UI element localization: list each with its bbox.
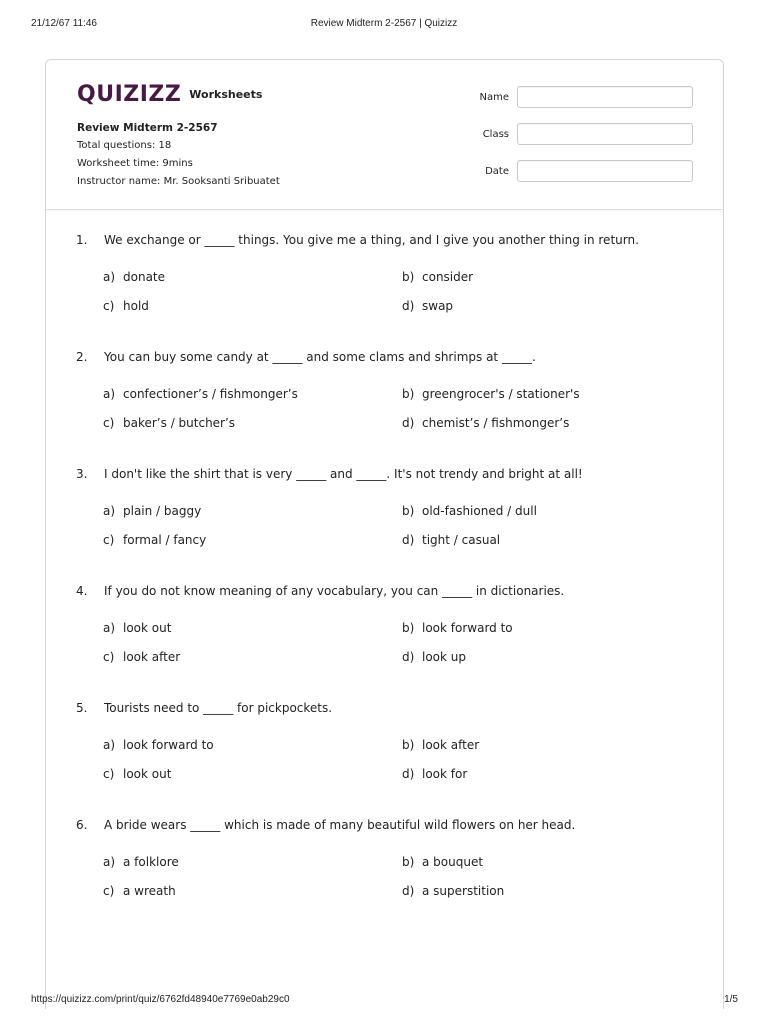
option-text: greengrocer's / stationer's [422,387,580,401]
option-letter: c) [103,299,115,313]
option-c [103,884,176,898]
option-letter: d) [402,884,415,898]
option-text: consider [422,270,474,284]
worksheet-title: Review Midterm 2-2567 [77,122,218,134]
date-label: Date [485,166,509,177]
option-b [402,855,483,869]
option-text: look after [123,650,181,664]
worksheet-header [46,60,723,210]
option-b [402,738,479,752]
option-letter: a) [103,621,116,635]
question-number: 6. [76,818,88,832]
option-text: chemist’s / fishmonger’s [422,416,570,430]
option-d [402,767,467,781]
option-letter: d) [402,416,415,430]
option-a [103,504,201,518]
worksheet-time: Worksheet time: 9mins [77,158,193,169]
option-a [103,387,298,401]
print-footer [0,994,768,1014]
option-text: look forward to [123,738,214,752]
option-text: plain / baggy [123,504,202,518]
student-fields [466,86,696,197]
option-letter: d) [402,767,415,781]
question-text: Tourists need to _____ for pickpockets. [104,701,333,715]
option-d [402,884,504,898]
option-c [103,533,206,547]
option-letter: a) [103,387,116,401]
name-field-row [466,86,696,123]
question-1 [46,230,723,347]
question-number: 4. [76,584,88,598]
option-d [402,650,466,664]
option-text: swap [422,299,454,313]
option-letter: c) [103,416,115,430]
option-text: hold [123,299,149,313]
option-text: a folklore [123,855,179,869]
option-letter: d) [402,533,415,547]
class-input[interactable] [517,123,693,145]
option-text: a bouquet [422,855,484,869]
instructor-name: Instructor name: Mr. Sooksanti Sribuatet [77,176,280,187]
option-letter: b) [402,270,415,284]
option-text: tight / casual [422,533,501,547]
page-number: 1/5 [724,994,738,1005]
class-field-row [466,123,696,160]
question-number: 5. [76,701,88,715]
question-3 [46,464,723,581]
option-text: look out [123,767,172,781]
quizizz-logo: QUIZIZZ [77,82,182,107]
option-c [103,299,149,313]
option-text: formal / fancy [123,533,207,547]
option-d [402,416,569,430]
question-text: We exchange or _____ things. You give me a thing, and I give you another thing in return. [104,233,639,247]
brand-subtitle: Worksheets [189,88,263,101]
option-c [103,416,235,430]
option-letter: b) [402,387,415,401]
print-date: 21/12/67 11:46 [31,18,97,29]
option-a [103,738,214,752]
question-number: 2. [76,350,88,364]
option-letter: c) [103,533,115,547]
worksheet-meta [77,119,280,191]
option-letter: b) [402,855,415,869]
option-d [402,533,500,547]
option-b [402,270,473,284]
option-c [103,650,180,664]
date-input[interactable] [517,160,693,182]
question-text: A bride wears _____ which is made of many beautiful wild flowers on her head. [104,818,576,832]
option-letter: b) [402,738,415,752]
option-a [103,621,171,635]
name-label: Name [479,92,509,103]
question-number: 3. [76,467,88,481]
date-field-row [466,160,696,197]
option-text: look up [422,650,467,664]
question-number: 1. [76,233,88,247]
class-label: Class [482,129,509,140]
question-list [46,230,723,932]
option-text: a superstition [422,884,505,898]
question-text: If you do not know meaning of any vocabulary, you can _____ in dictionaries. [104,584,565,598]
question-text: I don't like the shirt that is very _____ and _____. It's not trendy and bright at all! [104,467,583,481]
question-4 [46,581,723,698]
option-text: look out [123,621,172,635]
option-text: confectioner’s / fishmonger’s [123,387,298,401]
option-letter: a) [103,855,116,869]
option-b [402,621,513,635]
option-b [402,387,580,401]
option-letter: a) [103,270,116,284]
option-text: look for [422,767,468,781]
option-text: a wreath [123,884,176,898]
brand [77,82,262,108]
option-letter: c) [103,650,115,664]
option-a [103,855,179,869]
option-text: old-fashioned / dull [422,504,537,518]
option-text: baker’s / butcher’s [123,416,236,430]
option-letter: a) [103,504,116,518]
option-c [103,767,171,781]
option-letter: b) [402,504,415,518]
option-a [103,270,165,284]
worksheet-card [45,59,724,1009]
option-text: look forward to [422,621,513,635]
print-url: https://quizizz.com/print/quiz/6762fd48940e7769e0ab29c0 [31,994,290,1005]
option-b [402,504,537,518]
question-text: You can buy some candy at _____ and some clams and shrimps at _____. [104,350,536,364]
total-questions: Total questions: 18 [77,140,172,151]
option-d [402,299,453,313]
option-text: donate [123,270,166,284]
option-letter: c) [103,884,115,898]
option-letter: b) [402,621,415,635]
question-6 [46,815,723,932]
print-header [0,0,768,40]
option-text: look after [422,738,480,752]
option-letter: a) [103,738,116,752]
option-letter: c) [103,767,115,781]
option-letter: d) [402,650,415,664]
print-page-title: Review Midterm 2-2567 | Quizizz [310,18,458,29]
question-2 [46,347,723,464]
option-letter: d) [402,299,415,313]
name-input[interactable] [517,86,693,108]
question-5 [46,698,723,815]
